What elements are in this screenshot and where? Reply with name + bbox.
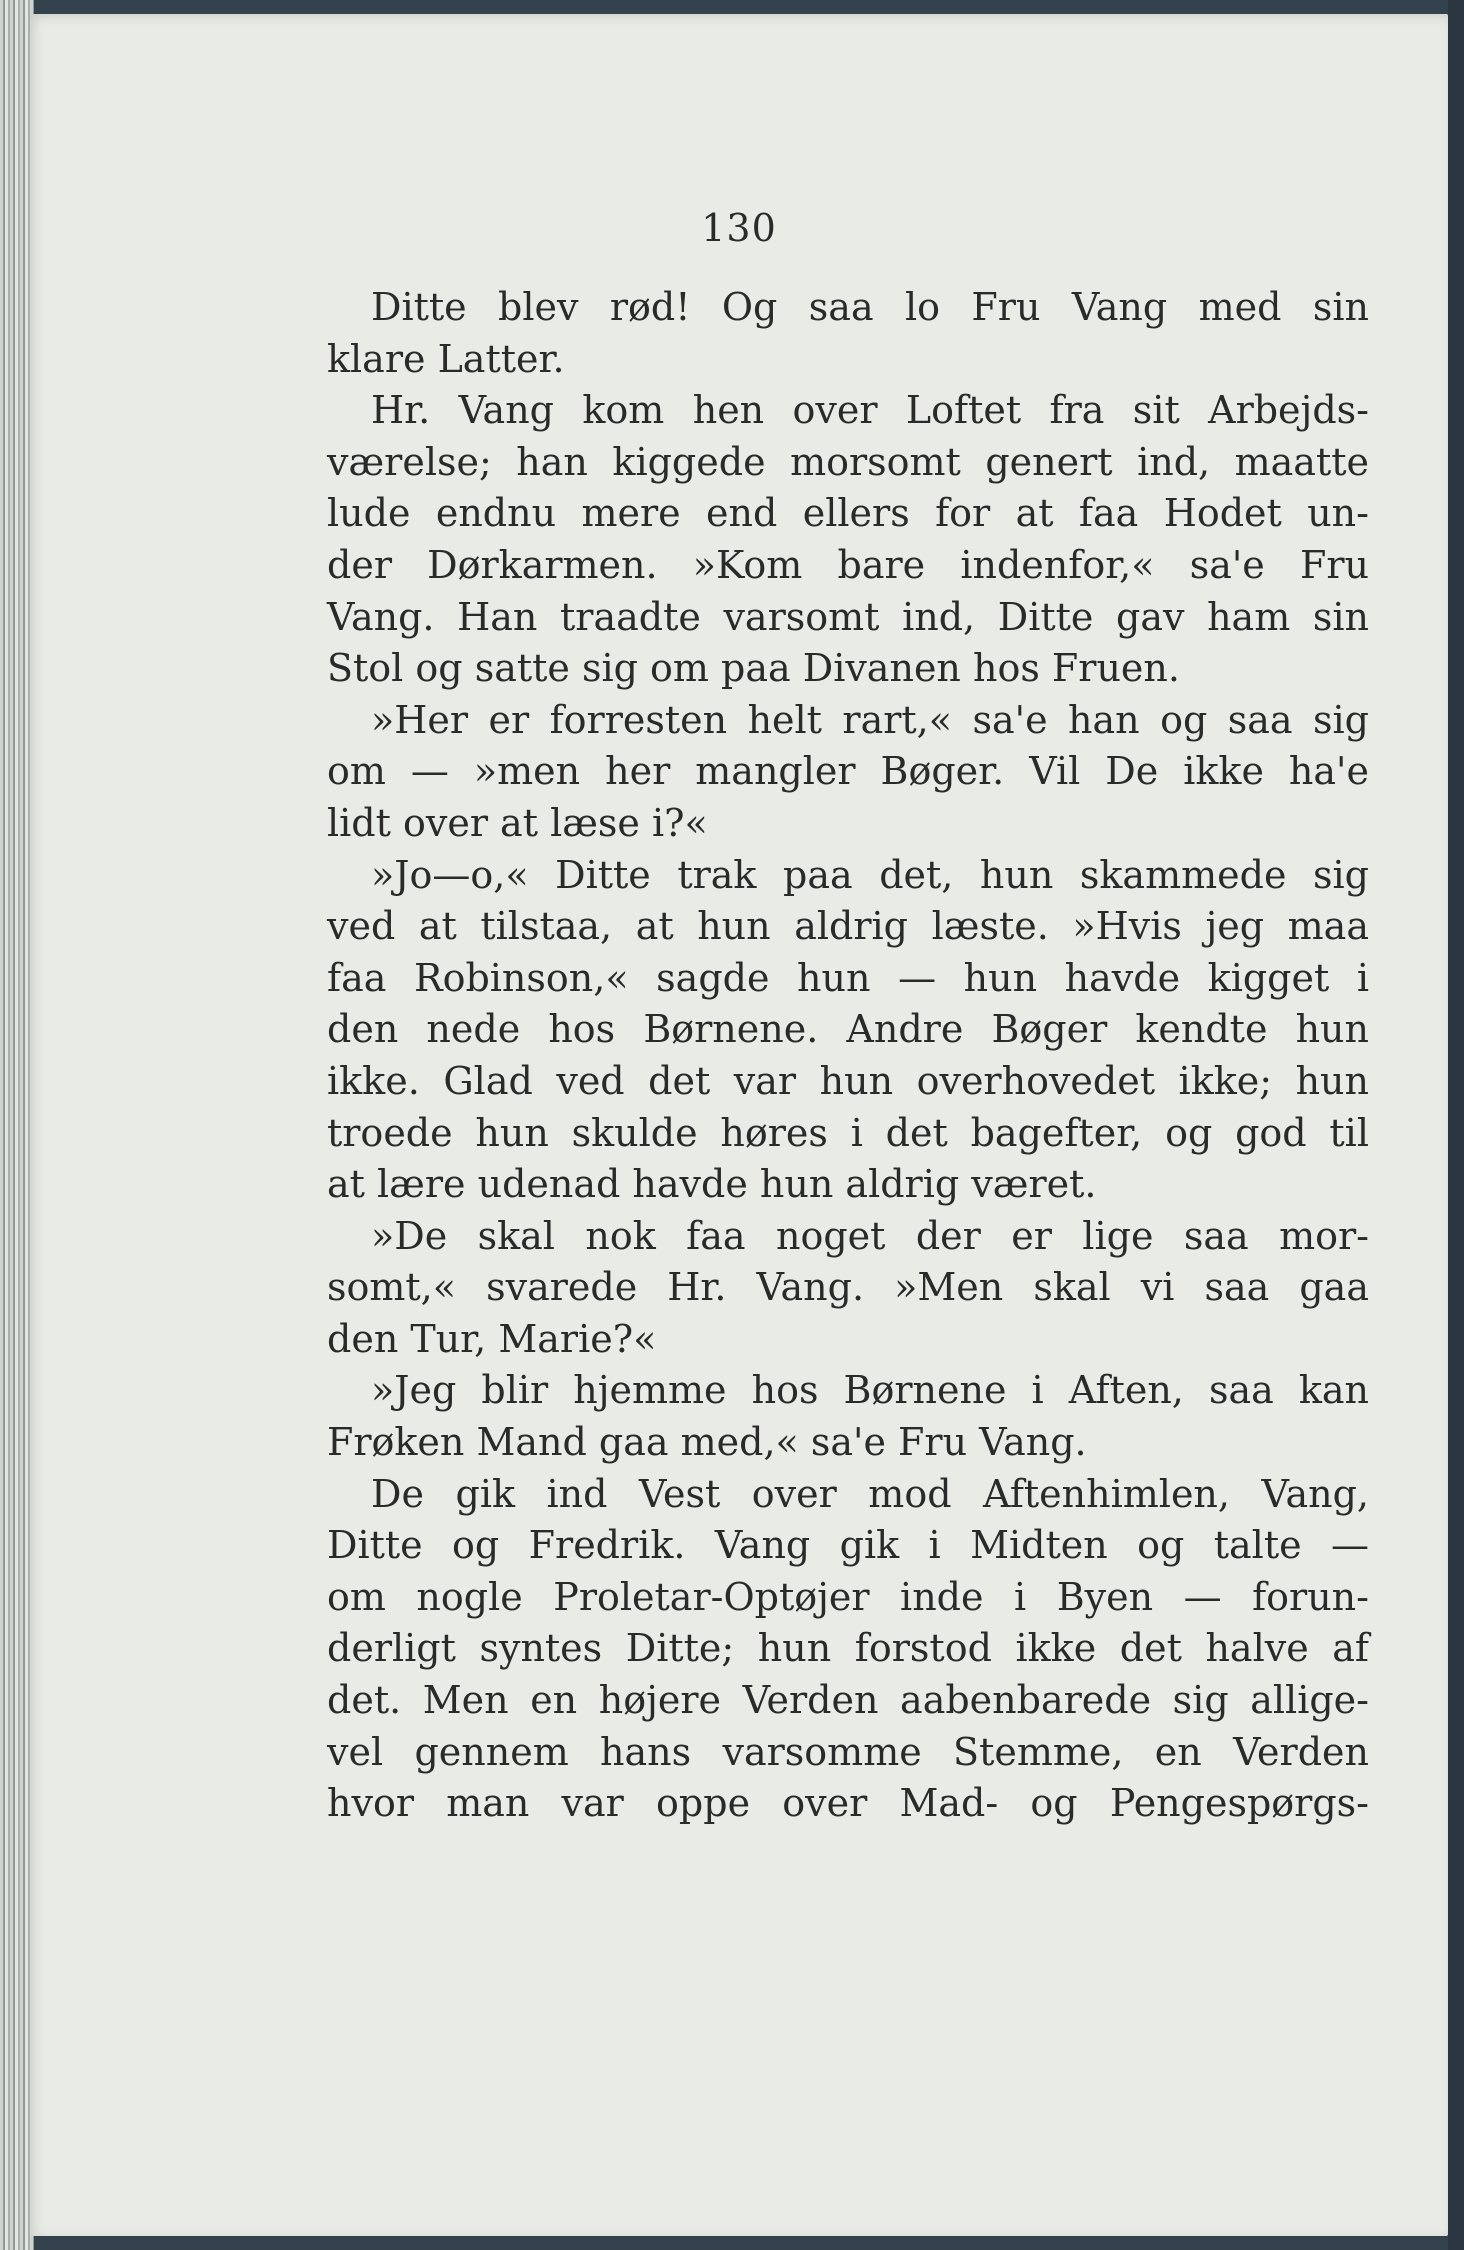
text-line: lude endnu mere end ellers for at faa Hodet un- <box>327 491 1369 536</box>
text-line: at lære udenad havde hun aldrig været. <box>327 1162 1097 1207</box>
body-text <box>327 282 1369 1830</box>
text-line: værelse; han kiggede morsomt genert ind, maatte <box>327 439 1369 484</box>
text-line: »Jeg blir hjemme hos Børnene i Aften, saa kan <box>371 1368 1369 1413</box>
text-line: »Her er forresten helt rart,« sa'e han og saa sig <box>371 697 1369 742</box>
text-line: troede hun skulde høres i det bagefter, og god til <box>327 1110 1369 1155</box>
text-line: Hr. Vang kom hen over Loftet fra sit Arbejds- <box>371 388 1369 433</box>
text-line: ved at tilstaa, at hun aldrig læste. »Hvis jeg maa <box>327 904 1369 949</box>
page-number: 130 <box>701 206 777 250</box>
book-page <box>30 14 1448 2236</box>
text-line: den nede hos Børnene. Andre Bøger kendte hun <box>327 1007 1369 1052</box>
text-line: »De skal nok faa noget der er lige saa mor- <box>371 1213 1369 1258</box>
text-line: ikke. Glad ved det var hun overhovedet ikke; hun <box>327 1058 1369 1103</box>
text-line: klare Latter. <box>327 336 565 381</box>
text-line: derligt syntes Ditte; hun forstod ikke det halve af <box>327 1626 1369 1671</box>
text-line: Frøken Mand gaa med,« sa'e Fru Vang. <box>327 1420 1087 1465</box>
scan-border <box>1448 0 1464 2250</box>
text-line: De gik ind Vest over mod Aftenhimlen, Vang, <box>371 1471 1369 1516</box>
book-page-edges <box>0 0 34 2250</box>
text-line: faa Robinson,« sagde hun — hun havde kigget i <box>327 955 1369 1000</box>
text-line: der Dørkarmen. »Kom bare indenfor,« sa'e Fru <box>327 542 1369 587</box>
text-line: Ditte og Fredrik. Vang gik i Midten og talte — <box>327 1523 1369 1568</box>
text-line: om nogle Proletar-Optøjer inde i Byen — forun- <box>327 1574 1369 1619</box>
text-line: Stol og satte sig om paa Divanen hos Fruen. <box>327 646 1180 691</box>
text-line: lidt over at læse i?« <box>327 800 708 845</box>
text-line: »Jo—o,« Ditte trak paa det, hun skammede sig <box>371 852 1369 897</box>
text-line: hvor man var oppe over Mad- og Pengespørgs- <box>327 1781 1369 1826</box>
text-line: det. Men en højere Verden aabenbarede sig allige- <box>327 1678 1369 1723</box>
text-line: somt,« svarede Hr. Vang. »Men skal vi saa gaa <box>327 1265 1369 1310</box>
text-line: om — »men her mangler Bøger. Vil De ikke ha'e <box>327 749 1369 794</box>
text-line: den Tur, Marie?« <box>327 1316 657 1361</box>
text-line: vel gennem hans varsomme Stemme, en Verden <box>327 1729 1369 1774</box>
text-line: Ditte blev rød! Og saa lo Fru Vang med sin <box>371 285 1369 329</box>
text-line: Vang. Han traadte varsomt ind, Ditte gav ham sin <box>327 594 1369 639</box>
